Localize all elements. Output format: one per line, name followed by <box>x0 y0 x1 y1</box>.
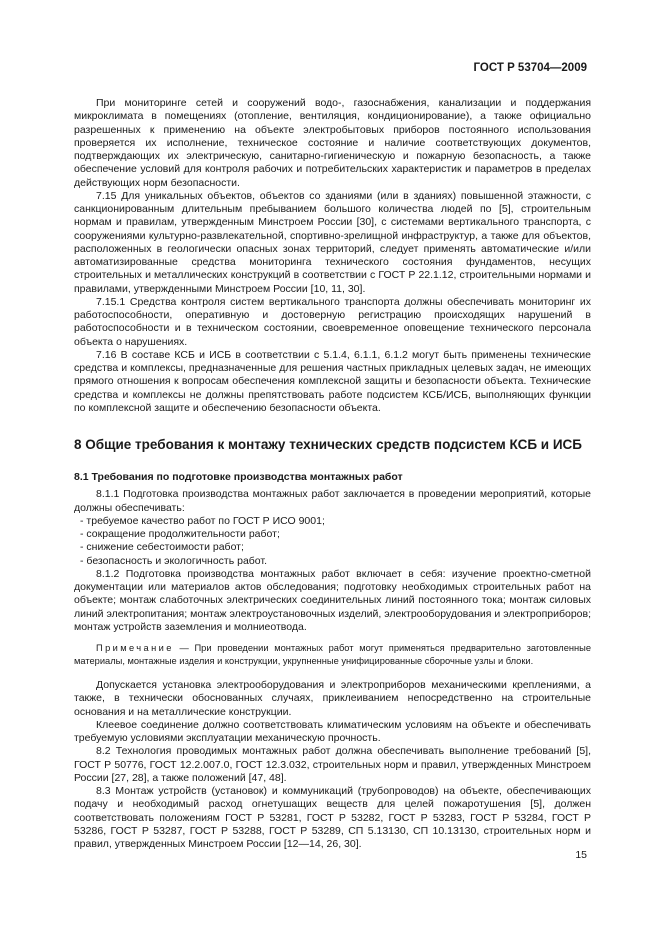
list-item: - требуемое качество работ по ГОСТ Р ИСО 9001; <box>74 515 591 528</box>
page-content <box>74 97 591 851</box>
paragraph-7-15: 7.15 Для уникальных объектов, объектов со зданиями (или в зданиях) повышенной этажности, с санкционированным длительным пребыванием большого количества людей по [5], строительным нормам и правилам, утвержденным Минстроем России [30], с системами вертикального транспорта, с сооружениями культурно-развлекательной, спортивно-зрелищной инфраструктур, а также для объектов, расположенных в геологически опасных зонах территорий, следует применять автоматические и/или автоматизированные средства мониторинга технического состояния фундаментов, несущих строительных и металлических конструкций в соответствии с ГОСТ Р 22.1.12, строительными нормами и правилами, утвержденными Минстроем России [10, 11, 30]. <box>74 189 591 295</box>
list-item: - снижение себестоимости работ; <box>74 541 591 554</box>
paragraph-mounting: Допускается установка электрооборудования и электроприборов механическими креплениями, а также, в технически обоснованных случаях, приклеиванием непосредственно на строительные основания и на металлические конструкции. <box>74 679 591 718</box>
section-8-heading: 8 Общие требования к монтажу технических средств подсистем КСБ и ИСБ <box>74 437 582 452</box>
paragraph-7-16: 7.16 В составе КСБ и ИСБ в соответствии с 5.1.4, 6.1.1, 6.1.2 могут быть применены технические средства и комплексы, предназначенные для решения частных прикладных целевых задач, не имеющих прямого отношения к вопросам обеспечения комплексной защиты и безопасности объекта. Технические средства и комплексы не должны препятствовать работе подсистем КСБ/ИСБ, выполняющих функции по комплексной защите и обеспечению безопасности объекта. <box>74 348 591 414</box>
note-label: Примечание <box>96 643 174 653</box>
paragraph-7-15-1: 7.15.1 Средства контроля систем вертикального транспорта должны обеспечивать мониторинг их работоспособности, оперативную и достоверную регистрацию происходящих нарушений в работоспособности и в техническом состоянии, своевременное оповещение технического персонала объекта о нарушениях. <box>74 295 591 348</box>
paragraph-8-2: 8.2 Технология проводимых монтажных работ должна обеспечивать выполнение требований [5], ГОСТ Р 50776, ГОСТ 12.2.007.0, ГОСТ 12.3.032, строительных норм и правил, утвержденных Минстроем России [27, 28], а также положений [47, 48]. <box>74 745 591 784</box>
standard-designation: ГОСТ Р 53704—2009 <box>473 62 587 74</box>
paragraph-8-3: 8.3 Монтаж устройств (установок) и коммуникаций (трубопроводов) на объекте, обеспечивающих подачу и необходимый расход огнетушащих веществ для целей пожаротушения [5], должен соответствовать положениям ГОСТ Р 53281, ГОСТ Р 53282, ГОСТ Р 53283, ГОСТ Р 53284, ГОСТ Р 53286, ГОСТ Р 53287, ГОСТ Р 53288, ГОСТ Р 53289, СП 5.13130, СП 10.13130, строительных норм и правил, утвержденных Минстроем России [12—14, 26, 30]. <box>74 785 591 850</box>
paragraph-adhesive: Клеевое соединение должно соответствовать климатическим условиям на объекте и обеспечивать требуемую условиями эксплуатации механическую прочность. <box>74 718 591 744</box>
paragraph-8-1-2: 8.1.2 Подготовка производства монтажных работ включает в себя: изучение проектно-сметной документации или материалов актов обследования; подготовку необходимых строительных работ на объекте; монтаж слаботочных электрических соединительных линий постоянного тока; монтаж силовых линий электропитания; монтаж электроустановочных изделий, электрооборудования и электроприборов; монтаж устройств заземления и молниеотвода. <box>74 567 591 633</box>
subsection-8-1-heading: 8.1 Требования по подготовке производства монтажных работ <box>74 471 403 483</box>
note-text: — При проведении монтажных работ могут применяться предварительно заготовленные материалы, монтажные изделия и конструкции, укрупненные унифицированные сборочные узлы и блоки. <box>74 643 591 666</box>
paragraph-monitoring: При мониторинге сетей и сооружений водо-, газоснабжения, канализации и поддержания микроклимата в помещениях (отопление, вентиляция, кондиционирование), а также официально разрешенных к применению на объекте электробытовых приборов постоянного использования проверяется их исполнение, техническое состояние и наличие соответствующих документов, подтверждающих их электрическую, санитарно-гигиеническую и пожарную безопасность, а также обеспечение условий для контроля рабочих и потребительских характеристик и параметров в пределах действующих норм безопасности. <box>74 97 591 189</box>
paragraph-8-1-1: 8.1.1 Подготовка производства монтажных работ заключается в проведении мероприятий, которые должны обеспечивать: <box>74 488 591 514</box>
list-item: - безопасность и экологичность работ. <box>74 555 591 568</box>
list-item: - сокращение продолжительности работ; <box>74 528 591 541</box>
page-number: 15 <box>575 849 587 861</box>
requirements-list <box>74 515 591 568</box>
note <box>74 642 591 667</box>
